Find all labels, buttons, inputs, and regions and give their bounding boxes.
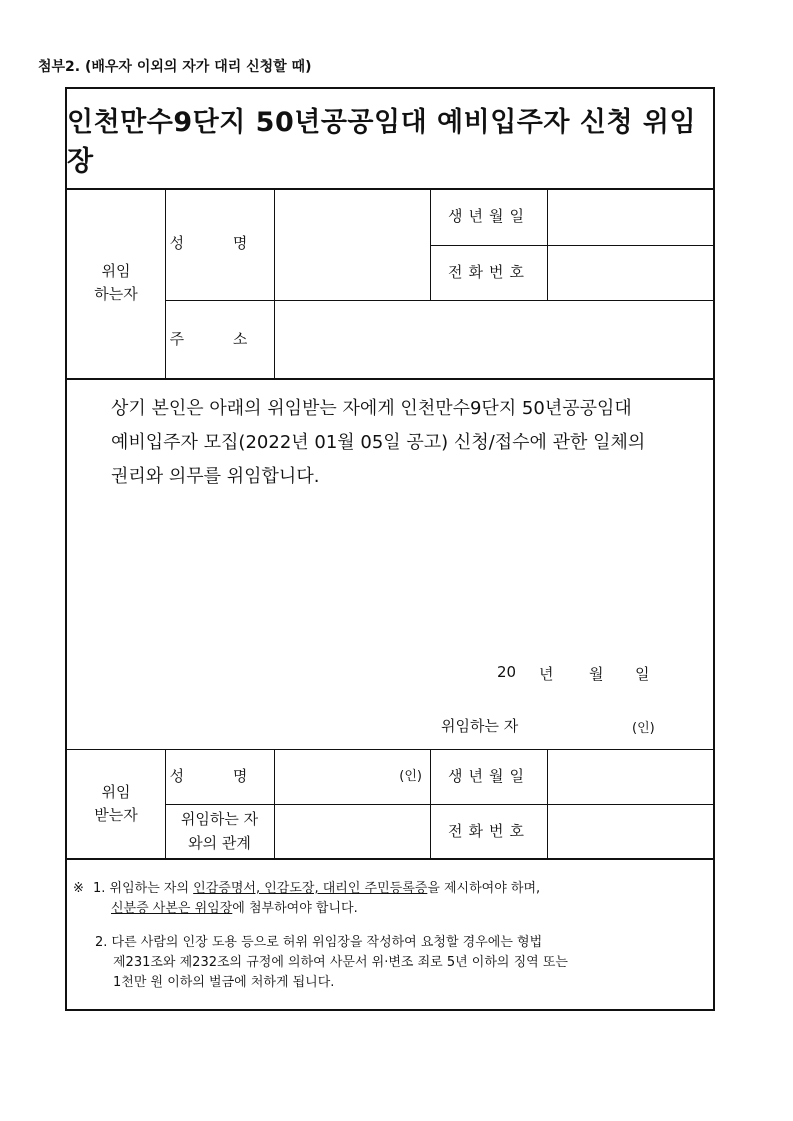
note-1-id-copy: 신분증 사본은 위임장 (111, 901, 233, 916)
note-1-line2-suffix: 에 첨부하여야 합니다. (232, 901, 358, 916)
delegator-address-label: 주 소 (169, 329, 270, 348)
note-1-line1 (93, 879, 540, 898)
delegation-statement (111, 392, 701, 494)
statement-line1: 상기 본인은 아래의 위임받는 자에게 인천만수9단지 50년공공임대 (111, 398, 632, 419)
grid-line (67, 858, 713, 860)
note-2-line2: 제231조와 제232조의 규정에 의하여 사문서 위·변조 죄로 5년 이하의 징역 또는 (113, 955, 568, 970)
relation-label-line2: 와의 관계 (188, 833, 251, 852)
delegate-label-line1: 위임 (101, 782, 131, 801)
form-title: 인천만수9단지 50년공공임대 예비입주자 신청 위임장 (67, 106, 697, 177)
attachment-label: 첨부2. (배우자 이외의 자가 대리 신청할 때) (38, 59, 312, 75)
signature-label: 위임하는 자 (441, 717, 519, 735)
grid-line (67, 378, 713, 380)
delegate-name-field[interactable] (275, 750, 430, 804)
delegator-phone-label: 전화번호 (448, 263, 530, 282)
delegate-seal: (인) (399, 768, 422, 784)
note-1-required-docs: 인감증명서, 인감도장, 대리인 주민등록증 (193, 881, 428, 896)
delegate-phone-field[interactable] (548, 805, 713, 858)
delegate-name-label: 성 명 (169, 767, 270, 786)
date-day-label: 일 (635, 665, 650, 683)
note-2-line1: 2. 다른 사람의 인장 도용 등으로 허위 위임장을 작성하여 요청할 경우에는 형법 (95, 935, 543, 950)
note-1-line2 (111, 899, 358, 918)
delegator-birth-field[interactable] (548, 188, 713, 245)
note-mark: ※ (73, 881, 84, 896)
date-year-prefix: 20 (497, 663, 517, 681)
date-year-label: 년 (539, 665, 554, 683)
delegate-relation-label (165, 805, 274, 858)
delegator-birth-label: 생년월일 (448, 206, 530, 225)
delegate-birth-field[interactable] (548, 750, 713, 804)
delegator-label-line1: 위임 (101, 261, 131, 280)
delegate-birth-label: 생년월일 (448, 767, 530, 786)
delegator-label-line2: 하는자 (94, 285, 138, 303)
note-1-suffix: 을 제시하여야 하며, (427, 881, 541, 896)
delegate-relation-field[interactable] (275, 805, 430, 858)
delegate-section-label (67, 750, 165, 858)
statement-line3: 권리와 의무를 위임합니다. (111, 466, 320, 487)
delegator-phone-field[interactable] (548, 246, 713, 300)
delegate-phone-label: 전화번호 (448, 821, 530, 840)
power-of-attorney-form (65, 87, 715, 1011)
delegator-section-label (67, 188, 165, 378)
date-month-label: 월 (589, 665, 604, 683)
note-2-line3: 1천만 원 이하의 벌금에 처하게 됩니다. (113, 975, 335, 990)
note-1-prefix: 1. 위임하는 자의 (93, 881, 194, 896)
title-box (67, 89, 713, 190)
statement-line2: 예비입주자 모집(2022년 01월 05일 공고) 신청/접수에 관한 일체의 (111, 432, 646, 453)
delegator-name-label: 성 명 (169, 234, 270, 253)
delegate-label-line2: 받는자 (94, 806, 138, 824)
delegator-name-field[interactable] (275, 188, 430, 300)
delegator-address-field[interactable] (275, 301, 713, 378)
signature-seal: (인) (632, 721, 655, 736)
relation-label-line1: 위임하는 자 (180, 810, 259, 829)
